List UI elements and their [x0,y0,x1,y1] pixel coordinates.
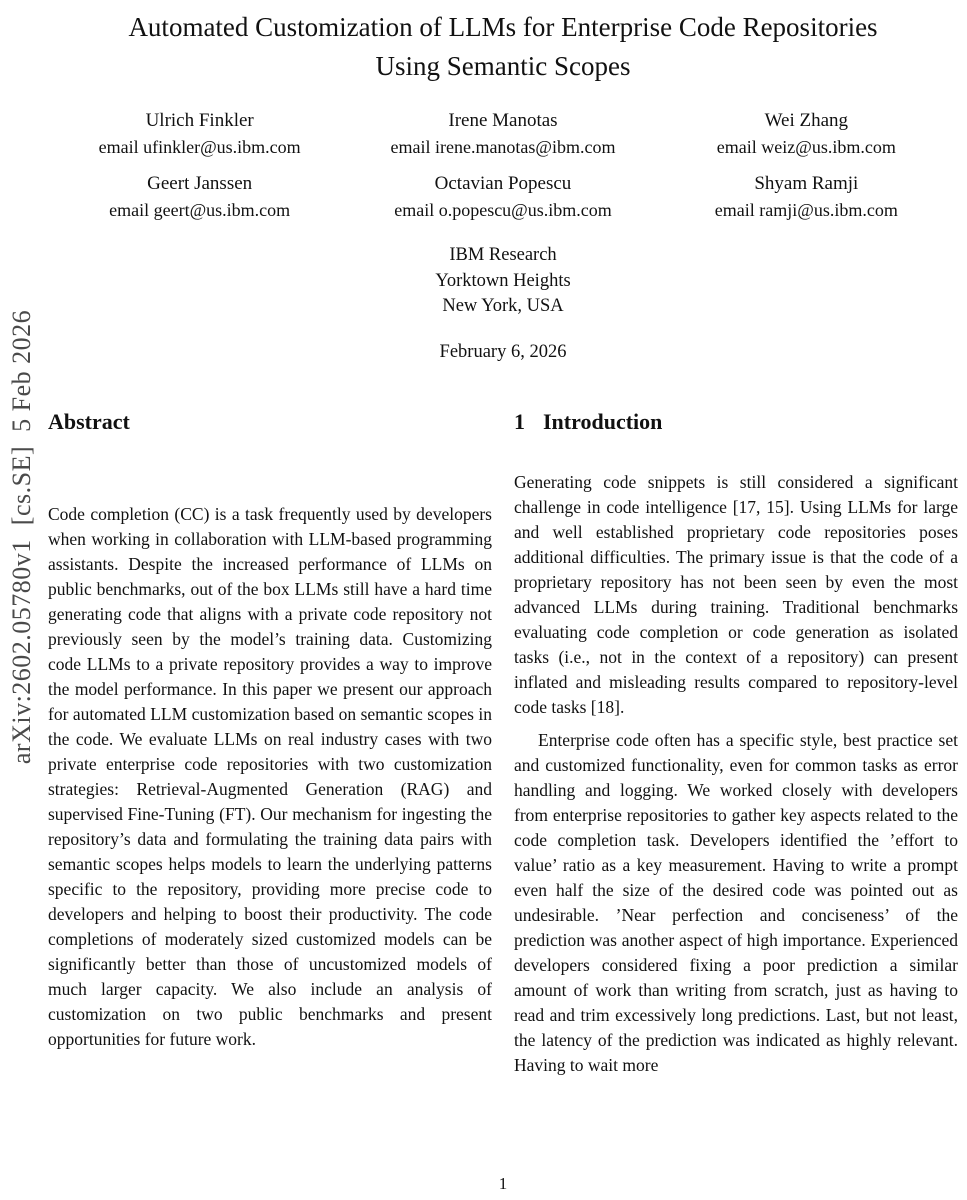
author-0 [48,108,351,160]
author-email: email ramji@us.ibm.com [714,200,898,220]
author-name: Ulrich Finkler [145,110,254,131]
introduction-paragraph-2: Enterprise code often has a specific style, best practice set and customized functionality, even for common tasks as error handling and logging. We worked closely with developers from enterprise repositories to gather key aspects related to the code completion task. Developers identified the ’effort to value’ ratio as a key measurement. Having to write a prompt even half the size of the desired code was pointed out as undesirable. ’Near perfection and conciseness’ of the prediction was another aspect of high importance. Experienced developers considered fixing a poor prediction a similar amount of work than writing from scratch, just as having to read and trim excessively long predictions. Last, but not least, the latency of the prediction was indicated as highly relevant. Having to wait more [514,729,958,1075]
introduction-heading [514,407,958,437]
paper-title [48,8,958,86]
right-column [514,407,958,1078]
author-name: Wei Zhang [764,110,849,131]
author-email: email irene.manotas@ibm.com [390,137,616,157]
author-3 [48,171,351,223]
author-email: email geert@us.ibm.com [109,200,291,220]
affiliation-institution: IBM Research [449,245,557,265]
paper-content [48,0,958,1078]
section-number: 1 [514,408,525,434]
author-name: Irene Manotas [448,110,558,131]
affiliation-block [48,243,958,320]
page-number: 1 [498,1174,508,1193]
author-1 [351,108,654,160]
abstract-text: Code completion (CC) is a task frequently used by developers when working in collaboration with LLM-based programming assistants. Despite the increased performance of LLMs on public benchmarks, out of the box LLMs still have a hard time generating code that aligns with a private code repository not previously seen by the model’s training data. Customizing code LLMs to a private repository provides a way to improve the model performance. In this paper we present our approach for automated LLM customization based on semantic scopes in the code. We evaluate LLMs on real industry cases with two private enterprise code repositories with two customization strategies: Retrieval-Augmented Generation (RAG) and supervised Fine-Tuning (FT). Our mechanism for ingesting the repository’s data and formulating the training data pairs with semantic scopes helps models to learn the underlying patterns specific to the repository, providing more precise code to developers and helping to boost their productivity. The code completions of moderately sized customized models can be significantly better than those of uncustomized models of much larger capacity. We also include an analysis of customization on two public benchmarks and present opportunities for future work. [48,503,492,1049]
author-block [48,108,958,223]
affiliation-city: Yorktown Heights [435,270,571,291]
affiliation-state: New York, USA [442,296,564,316]
section-title: Introduction [543,408,663,434]
author-5 [655,171,958,223]
author-email: email weiz@us.ibm.com [716,137,896,157]
left-column [48,407,492,1078]
introduction-paragraph-1: Generating code snippets is still considered a significant challenge in code intelligence [17, 15]. Using LLMs for large and well established proprietary code repositories poses additional difficulties. The primary issue is that the code of a proprietary repository has not been seen by even the most advanced LLMs during training. Traditional benchmarks evaluating code completion or code generation as isolated tasks (i.e., not in the context of a repository) can present inflated and misleading results compared to repository-level code tasks [18]. [514,471,958,717]
two-column-body [48,407,958,1078]
author-name: Geert Janssen [147,173,253,194]
paper-date: February 6, 2026 [439,341,567,362]
paper-title-line-1: Automated Customization of LLMs for Enterprise Code Repositories [128,12,878,42]
author-name: Octavian Popescu [434,173,572,194]
abstract-heading: Abstract [48,408,130,434]
author-2 [655,108,958,160]
author-name: Shyam Ramji [754,173,859,194]
author-email: email o.popescu@us.ibm.com [394,200,612,220]
paper-title-line-2: Using Semantic Scopes [375,51,631,81]
author-4 [351,171,654,223]
author-email: email ufinkler@us.ibm.com [98,137,301,157]
arxiv-watermark: arXiv:2602.05780v1 [cs.SE] 5 Feb 2026 [7,309,36,765]
